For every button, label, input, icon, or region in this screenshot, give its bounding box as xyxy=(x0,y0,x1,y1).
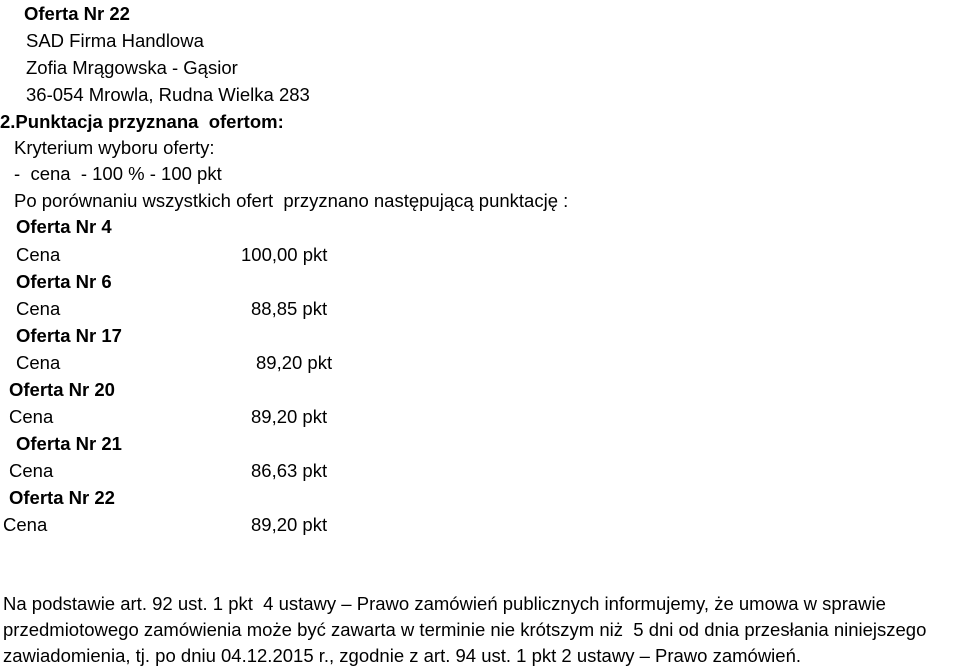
owner-name: Zofia Mrągowska - Gąsior xyxy=(26,57,238,78)
offer-score: 89,20 pkt xyxy=(251,514,328,535)
offer-name: Oferta Nr 17 xyxy=(16,325,122,346)
offer-criterion-label: Cena xyxy=(3,514,48,535)
offer-score: 89,20 pkt xyxy=(256,352,333,373)
offer-score: 86,63 pkt xyxy=(251,460,328,481)
offer-score: 88,85 pkt xyxy=(251,298,328,319)
legal-notice-line: zawiadomienia, tj. po dniu 04.12.2015 r., zgodnie z art. 94 ust. 1 pkt 2 ustawy – Prawo zamówień. xyxy=(3,645,802,666)
criterion-item: - cena - 100 % - 100 pkt xyxy=(14,163,222,184)
legal-notice-line: Na podstawie art. 92 ust. 1 pkt 4 ustawy – Prawo zamówień publicznych informujemy, że umowa w sprawie xyxy=(3,593,886,614)
offer-name: Oferta Nr 4 xyxy=(16,216,112,237)
offer-criterion-label: Cena xyxy=(9,460,54,481)
company-name: SAD Firma Handlowa xyxy=(26,30,204,51)
offer-name: Oferta Nr 21 xyxy=(16,433,122,454)
offer-score: 89,20 pkt xyxy=(251,406,328,427)
offer-criterion-label: Cena xyxy=(16,352,61,373)
offer-criterion-label: Cena xyxy=(9,406,54,427)
scoring-summary: Po porównaniu wszystkich ofert przyznano następującą punktację : xyxy=(14,190,569,211)
offer-name: Oferta Nr 20 xyxy=(9,379,115,400)
criterion-label: Kryterium wyboru oferty: xyxy=(14,137,215,158)
offer-score: 100,00 pkt xyxy=(241,244,328,265)
offer-name: Oferta Nr 22 xyxy=(9,487,115,508)
offer-criterion-label: Cena xyxy=(16,244,61,265)
legal-notice-line: przedmiotowego zamówienia może być zawarta w terminie nie krótszym niż 5 dni od dnia przesłania niniejszego xyxy=(3,619,927,640)
section-heading: 2.Punktacja przyznana ofertom: xyxy=(0,111,284,132)
offer-criterion-label: Cena xyxy=(16,298,61,319)
offer-name: Oferta Nr 6 xyxy=(16,271,112,292)
offer-title: Oferta Nr 22 xyxy=(24,3,130,24)
company-address: 36-054 Mrowla, Rudna Wielka 283 xyxy=(26,84,310,105)
